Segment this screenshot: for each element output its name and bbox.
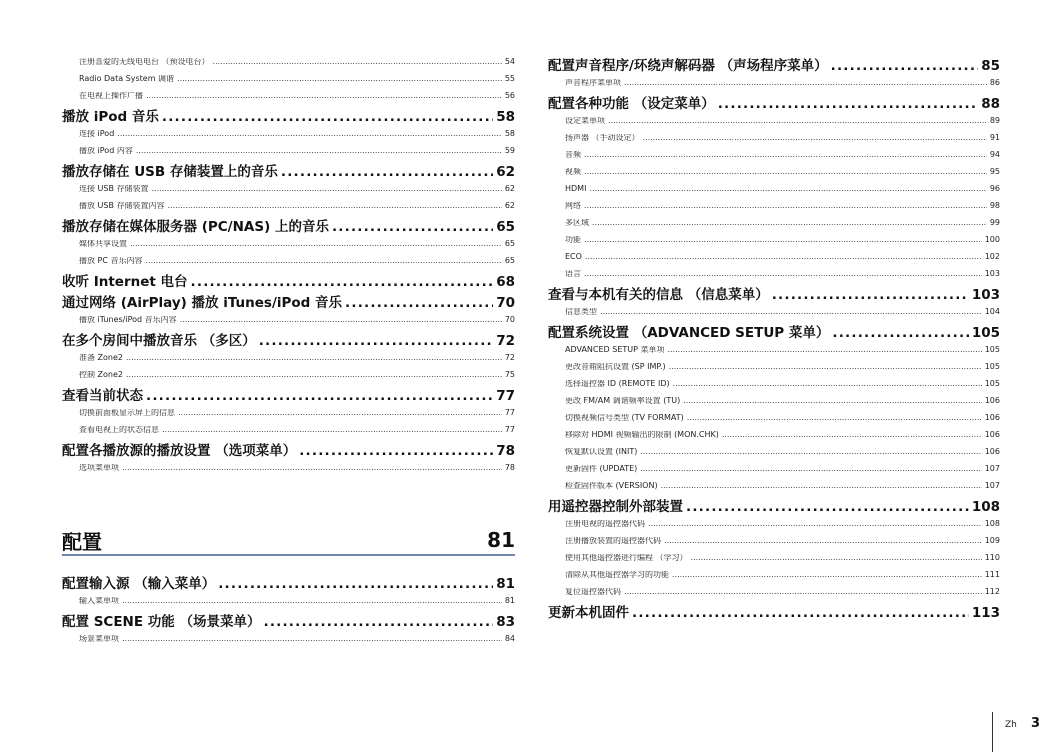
- toc-leader-dots: [640, 448, 981, 456]
- toc-section-entry[interactable]: [62, 576, 515, 593]
- toc-subentry[interactable]: [548, 537, 1000, 546]
- toc-leader-dots: [281, 164, 493, 180]
- page-number: 3: [1031, 716, 1041, 731]
- toc-subentry[interactable]: [62, 316, 515, 325]
- toc-entry-page: 59: [504, 147, 515, 155]
- toc-leader-dots: [146, 388, 493, 404]
- toc-entry-page: 86: [989, 79, 1000, 87]
- toc-entry-page: 103: [971, 287, 1000, 303]
- toc-entry-title: 配置各种功能 （设定菜单）: [548, 96, 715, 112]
- toc-entry-page: 70: [496, 295, 515, 311]
- toc-entry-title: 恢复默认设置 (INIT): [565, 448, 638, 456]
- toc-section-entry[interactable]: [62, 614, 515, 631]
- toc-entry-title: 注册电视的遥控器代码: [565, 520, 645, 528]
- toc-subentry[interactable]: [548, 431, 1000, 440]
- toc-entry-title: 注册喜爱的无线电电台 （预设电台）: [79, 58, 210, 66]
- toc-entry-page: 58: [496, 109, 515, 125]
- toc-entry-page: 83: [496, 614, 515, 630]
- toc-leader-dots: [691, 554, 982, 562]
- toc-entry-page: 88: [981, 96, 1000, 112]
- toc-section-entry[interactable]: [62, 333, 515, 350]
- toc-leader-dots: [632, 605, 969, 621]
- toc-entry-title: 设定菜单项: [565, 117, 605, 125]
- toc-entry-page: 100: [984, 236, 1000, 244]
- toc-entry-title: 配置系统设置 （ADVANCED SETUP 菜单）: [548, 325, 830, 341]
- toc-subentry[interactable]: [62, 130, 515, 139]
- toc-entry-title: 配置 SCENE 功能 （场景菜单）: [62, 614, 261, 630]
- toc-leader-dots: [146, 257, 502, 265]
- toc-entry-page: 102: [984, 253, 1000, 261]
- toc-entry-title: 收听 Internet 电台: [62, 274, 188, 290]
- toc-entry-page: 81: [496, 576, 515, 592]
- toc-subentry[interactable]: [548, 380, 1000, 389]
- toc-subentry[interactable]: [548, 308, 1000, 317]
- toc-leader-dots: [589, 185, 986, 193]
- toc-entry-title: 扬声器 （手动设定）: [565, 134, 640, 142]
- toc-leader-dots: [683, 397, 982, 405]
- toc-subentry[interactable]: [548, 151, 1000, 160]
- toc-subentry[interactable]: [62, 597, 515, 606]
- toc-section-entry[interactable]: [548, 605, 1000, 622]
- toc-entry-page: 65: [504, 257, 515, 265]
- toc-entry-page: 70: [504, 316, 515, 324]
- toc-leader-dots: [648, 520, 982, 528]
- toc-entry-page: 62: [496, 164, 515, 180]
- toc-subentry[interactable]: [548, 448, 1000, 457]
- toc-leader-dots: [122, 464, 502, 472]
- toc-leader-dots: [832, 325, 968, 341]
- toc-section-entry[interactable]: [548, 325, 1000, 342]
- toc-leader-dots: [168, 202, 502, 210]
- toc-leader-dots: [673, 380, 982, 388]
- toc-entry-page: 103: [984, 270, 1000, 278]
- toc-subentry[interactable]: [548, 465, 1000, 474]
- toc-entry-title: 功能: [565, 236, 581, 244]
- toc-subentry[interactable]: [62, 409, 515, 418]
- toc-entry-title: 音频: [565, 151, 581, 159]
- toc-entry-title: 复位遥控器代码: [565, 588, 621, 596]
- toc-entry-title: 播放存储在 USB 存储装置上的音乐: [62, 164, 278, 180]
- toc-subentry[interactable]: [62, 354, 515, 363]
- toc-entry-page: 62: [504, 185, 515, 193]
- toc-leader-dots: [299, 443, 493, 459]
- toc-entry-title: 查看与本机有关的信息 （信息菜单）: [548, 287, 769, 303]
- toc-entry-title: 在电视上操作广播: [79, 92, 143, 100]
- toc-entry-page: 105: [984, 380, 1000, 388]
- toc-entry-title: 更新固件 (UPDATE): [565, 465, 638, 473]
- toc-section-entry[interactable]: [62, 295, 515, 312]
- toc-subentry[interactable]: [548, 168, 1000, 177]
- toc-entry-page: 62: [504, 202, 515, 210]
- toc-left-column-lower: [62, 576, 515, 652]
- toc-entry-title: 在多个房间中播放音乐 （多区）: [62, 333, 256, 349]
- toc-entry-title: 声音程序菜单项: [565, 79, 621, 87]
- toc-entry-page: 105: [984, 346, 1000, 354]
- toc-leader-dots: [624, 79, 987, 87]
- toc-leader-dots: [584, 151, 987, 159]
- toc-entry-page: 107: [984, 465, 1000, 473]
- toc-subentry[interactable]: [548, 117, 1000, 126]
- toc-entry-page: 91: [989, 134, 1000, 142]
- toc-entry-title: 使用其他遥控器进行编程 （学习）: [565, 554, 688, 562]
- toc-subentry[interactable]: [548, 520, 1000, 529]
- toc-subentry[interactable]: [62, 635, 515, 644]
- toc-leader-dots: [584, 202, 987, 210]
- toc-entry-title: 清除从其他遥控器学习的功能: [565, 571, 669, 579]
- toc-subentry[interactable]: [548, 236, 1000, 245]
- toc-section-entry[interactable]: [548, 96, 1000, 113]
- toc-entry-page: 109: [984, 537, 1000, 545]
- toc-entry-page: 84: [504, 635, 515, 643]
- toc-leader-dots: [162, 426, 502, 434]
- toc-leader-dots: [126, 371, 502, 379]
- toc-section-entry[interactable]: [62, 388, 515, 405]
- toc-entry-page: 77: [496, 388, 515, 404]
- toc-leader-dots: [136, 147, 502, 155]
- toc-entry-title: 切换前面板显示屏上的信息: [79, 409, 175, 417]
- toc-leader-dots: [718, 96, 979, 112]
- toc-leader-dots: [259, 333, 494, 349]
- toc-leader-dots: [122, 597, 502, 605]
- toc-leader-dots: [345, 295, 493, 311]
- toc-leader-dots: [831, 58, 979, 74]
- toc-section-entry[interactable]: [548, 499, 1000, 516]
- toc-leader-dots: [191, 274, 494, 290]
- toc-entry-title: 切换视频信号类型 (TV FORMAT): [565, 414, 684, 422]
- toc-leader-dots: [672, 571, 982, 579]
- toc-entry-title: ECO: [565, 253, 582, 261]
- toc-subentry[interactable]: [548, 219, 1000, 228]
- toc-entry-title: 配置输入源 （输入菜单）: [62, 576, 216, 592]
- toc-leader-dots: [117, 130, 502, 138]
- toc-leader-dots: [126, 354, 502, 362]
- toc-leader-dots: [180, 316, 502, 324]
- toc-entry-title: 播放存储在媒体服务器 (PC/NAS) 上的音乐: [62, 219, 329, 235]
- toc-leader-dots: [592, 219, 987, 227]
- toc-leader-dots: [722, 431, 982, 439]
- toc-entry-page: 98: [989, 202, 1000, 210]
- toc-entry-title: 信息类型: [565, 308, 597, 316]
- toc-subentry[interactable]: [62, 75, 515, 84]
- toc-leader-dots: [664, 537, 982, 545]
- toc-leader-dots: [146, 92, 502, 100]
- toc-subentry[interactable]: [548, 588, 1000, 597]
- toc-leader-dots: [668, 346, 982, 354]
- toc-entry-page: 58: [504, 130, 515, 138]
- toc-entry-page: 94: [989, 151, 1000, 159]
- toc-entry-page: 81: [504, 597, 515, 605]
- toc-entry-title: 媒体共享设置: [79, 240, 127, 248]
- toc-leader-dots: [661, 482, 982, 490]
- toc-entry-page: 108: [984, 520, 1000, 528]
- toc-entry-page: 95: [989, 168, 1000, 176]
- toc-entry-title: 检查固件版本 (VERSION): [565, 482, 658, 490]
- toc-entry-title: 移除对 HDMI 视频输出的限制 (MON.CHK): [565, 431, 719, 439]
- toc-entry-title: 播放 USB 存储装置内容: [79, 202, 165, 210]
- toc-entry-page: 89: [989, 117, 1000, 125]
- toc-leader-dots: [640, 465, 981, 473]
- toc-entry-title: 多区域: [565, 219, 589, 227]
- toc-subentry[interactable]: [548, 270, 1000, 279]
- toc-entry-title: 配置各播放源的播放设置 （选项菜单）: [62, 443, 297, 459]
- toc-section-entry[interactable]: [548, 58, 1000, 75]
- toc-section-entry[interactable]: [62, 164, 515, 181]
- toc-entry-title: 视频: [565, 168, 581, 176]
- toc-leader-dots: [584, 270, 982, 278]
- toc-entry-page: 54: [504, 58, 515, 66]
- toc-entry-page: 65: [496, 219, 515, 235]
- footer-language: Zh: [1005, 720, 1017, 730]
- toc-entry-page: 68: [496, 274, 515, 290]
- toc-entry-title: 播放 iPod 音乐: [62, 109, 159, 125]
- toc-leader-dots: [213, 58, 502, 66]
- toc-entry-title: 网络: [565, 202, 581, 210]
- toc-entry-title: 播放 iTunes/iPod 音乐内容: [79, 316, 177, 324]
- toc-subentry[interactable]: [62, 426, 515, 435]
- toc-subentry[interactable]: [548, 571, 1000, 580]
- toc-entry-page: 99: [989, 219, 1000, 227]
- toc-entry-page: 105: [984, 363, 1000, 371]
- toc-entry-page: 106: [984, 414, 1000, 422]
- toc-entry-title: ADVANCED SETUP 菜单项: [565, 346, 665, 354]
- toc-entry-title: 连接 USB 存储装置: [79, 185, 149, 193]
- toc-entry-title: Radio Data System 调谐: [79, 75, 175, 83]
- toc-entry-title: 播放 iPod 内容: [79, 147, 133, 155]
- toc-leader-dots: [122, 635, 502, 643]
- toc-entry-page: 107: [984, 482, 1000, 490]
- toc-leader-dots: [643, 134, 987, 142]
- toc-entry-title: 注册播放装置的遥控器代码: [565, 537, 661, 545]
- chapter-page: 81: [487, 528, 515, 552]
- toc-entry-page: 106: [984, 431, 1000, 439]
- toc-subentry[interactable]: [62, 202, 515, 211]
- toc-leader-dots: [584, 168, 987, 176]
- toc-entry-title: 准备 Zone2: [79, 354, 123, 362]
- toc-leader-dots: [772, 287, 969, 303]
- chapter-title: 配置: [62, 529, 102, 554]
- toc-leader-dots: [152, 185, 502, 193]
- toc-subentry[interactable]: [548, 397, 1000, 406]
- toc-subentry[interactable]: [548, 363, 1000, 372]
- toc-subentry[interactable]: [62, 464, 515, 473]
- toc-entry-title: 播放 PC 音乐内容: [79, 257, 143, 265]
- toc-subentry[interactable]: [62, 147, 515, 156]
- toc-entry-page: 77: [504, 409, 515, 417]
- toc-subentry[interactable]: [62, 92, 515, 101]
- toc-section-entry[interactable]: [62, 274, 515, 291]
- toc-subentry[interactable]: [62, 185, 515, 194]
- toc-entry-page: 106: [984, 397, 1000, 405]
- toc-leader-dots: [218, 576, 493, 592]
- toc-entry-page: 110: [984, 554, 1000, 562]
- toc-entry-title: 查看电视上的状态信息: [79, 426, 159, 434]
- toc-leader-dots: [608, 117, 987, 125]
- toc-entry-title: 配置声音程序/环绕声解码器 （声场程序菜单）: [548, 58, 828, 74]
- toc-entry-page: 111: [984, 571, 1000, 579]
- chapter-heading: [62, 526, 515, 556]
- toc-entry-title: 选择遥控器 ID (REMOTE ID): [565, 380, 670, 388]
- toc-subentry[interactable]: [548, 554, 1000, 563]
- toc-leader-dots: [178, 409, 502, 417]
- toc-left-column: [62, 58, 515, 481]
- toc-entry-title: 语言: [565, 270, 581, 278]
- toc-leader-dots: [332, 219, 493, 235]
- toc-entry-page: 78: [496, 443, 515, 459]
- toc-entry-title: 查看当前状态: [62, 388, 143, 404]
- toc-leader-dots: [162, 109, 493, 125]
- toc-leader-dots: [624, 588, 982, 596]
- toc-leader-dots: [177, 75, 502, 83]
- toc-entry-page: 65: [504, 240, 515, 248]
- toc-leader-dots: [687, 414, 982, 422]
- toc-entry-title: 输入菜单项: [79, 597, 119, 605]
- toc-subentry[interactable]: [548, 414, 1000, 423]
- toc-leader-dots: [600, 308, 982, 316]
- toc-subentry[interactable]: [62, 371, 515, 380]
- toc-entry-page: 78: [504, 464, 515, 472]
- toc-subentry[interactable]: [62, 240, 515, 249]
- toc-subentry[interactable]: [62, 257, 515, 266]
- toc-subentry[interactable]: [548, 134, 1000, 143]
- toc-entry-title: 用遥控器控制外部装置: [548, 499, 683, 515]
- toc-leader-dots: [686, 499, 969, 515]
- toc-entry-page: 72: [496, 333, 515, 349]
- toc-entry-page: 75: [504, 371, 515, 379]
- toc-leader-dots: [263, 614, 493, 630]
- toc-section-entry[interactable]: [548, 287, 1000, 304]
- toc-leader-dots: [584, 236, 982, 244]
- toc-entry-page: 56: [504, 92, 515, 100]
- toc-section-entry[interactable]: [62, 109, 515, 126]
- toc-entry-title: 控制 Zone2: [79, 371, 123, 379]
- toc-subentry[interactable]: [548, 346, 1000, 355]
- toc-entry-page: 77: [504, 426, 515, 434]
- toc-subentry[interactable]: [548, 79, 1000, 88]
- toc-section-entry[interactable]: [62, 443, 515, 460]
- toc-leader-dots: [130, 240, 502, 248]
- toc-entry-page: 113: [971, 605, 1000, 621]
- toc-entry-page: 96: [989, 185, 1000, 193]
- toc-leader-dots: [669, 363, 982, 371]
- toc-entry-title: 更新本机固件: [548, 605, 629, 621]
- toc-entry-page: 105: [971, 325, 1000, 341]
- toc-subentry[interactable]: [548, 202, 1000, 211]
- toc-entry-title: 场景菜单项: [79, 635, 119, 643]
- toc-subentry[interactable]: [548, 482, 1000, 491]
- toc-entry-title: 更改 FM/AM 调谐频率设置 (TU): [565, 397, 681, 405]
- toc-entry-page: 55: [504, 75, 515, 83]
- toc-entry-page: 112: [984, 588, 1000, 596]
- footer-divider: [992, 712, 993, 752]
- toc-entry-page: 72: [504, 354, 515, 362]
- toc-entry-page: 108: [971, 499, 1000, 515]
- toc-right-column: [548, 58, 1000, 626]
- toc-subentry[interactable]: [62, 58, 515, 67]
- toc-section-entry[interactable]: [62, 219, 515, 236]
- toc-entry-page: 104: [984, 308, 1000, 316]
- toc-entry-title: 通过网络 (AirPlay) 播放 iTunes/iPod 音乐: [62, 295, 343, 311]
- toc-subentry[interactable]: [548, 253, 1000, 262]
- toc-leader-dots: [585, 253, 982, 261]
- toc-entry-title: 连接 iPod: [79, 130, 115, 138]
- toc-entry-page: 85: [981, 58, 1000, 74]
- toc-entry-page: 106: [984, 448, 1000, 456]
- toc-entry-title: 选项菜单项: [79, 464, 119, 472]
- toc-subentry[interactable]: [548, 185, 1000, 194]
- toc-entry-title: HDMI: [565, 185, 587, 193]
- toc-entry-title: 更改音箱阻抗设置 (SP IMP.): [565, 363, 666, 371]
